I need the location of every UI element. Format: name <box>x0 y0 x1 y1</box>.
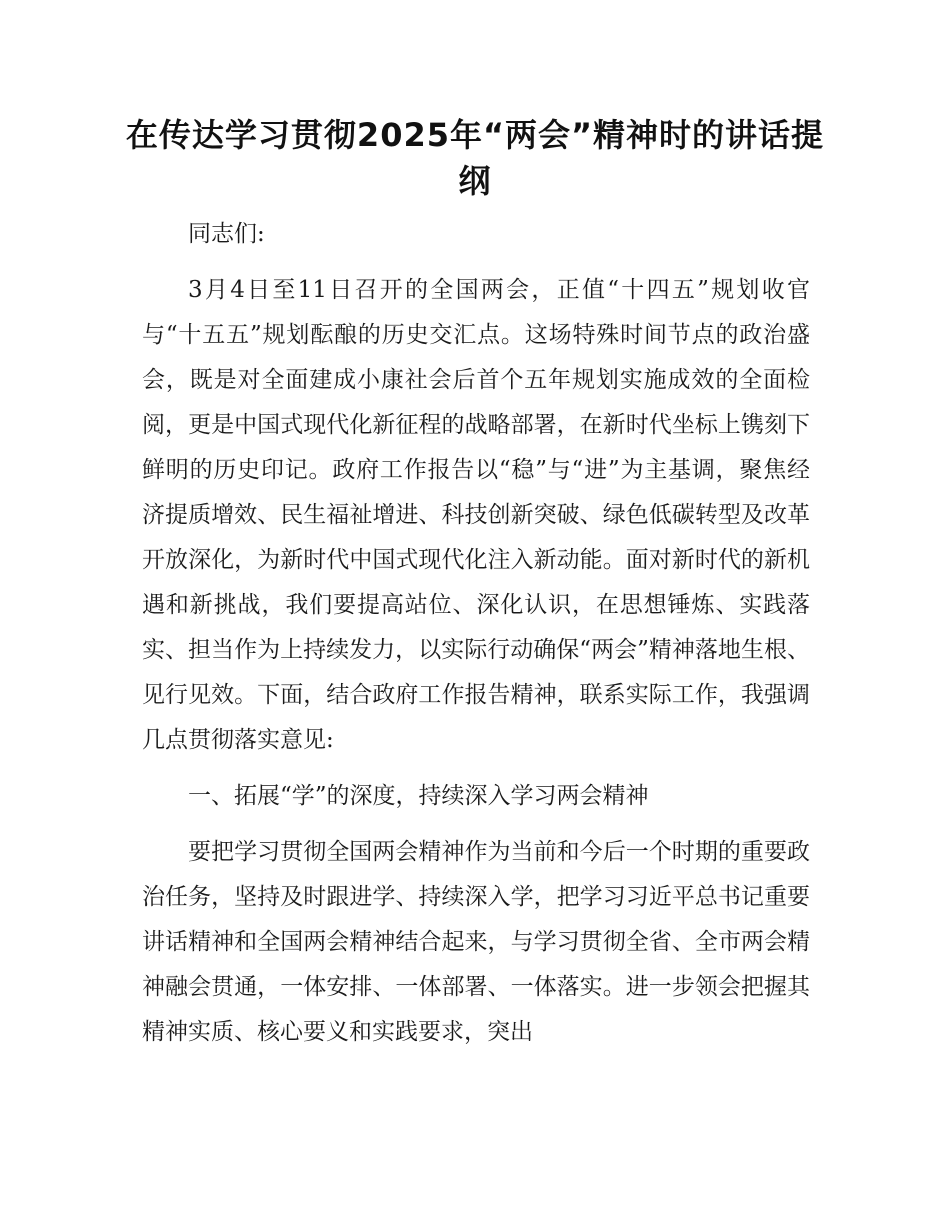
section-heading: 一、拓展“学”的深度，持续深入学习两会精神 <box>188 783 649 809</box>
paragraph-section-one: 要把学习贯彻全国两会精神作为当前和今后一个时期的重要政治任务，坚持及时跟进学、持续深入学，把学习习近平总书记重要讲话精神和全国两会精神结合起来，与学习贯彻全省、全市两会精神融会贯通，一体安排、一体部署、一体落实。进一步领会把握其精神实质、核心要义和实践要求，突出 <box>142 839 810 1045</box>
salutation: 同志们: <box>188 221 265 247</box>
document-body <box>142 212 810 1066</box>
document-title: 在传达学习贯彻2025年“两会”精神时的讲话提纲 <box>125 116 825 200</box>
paragraph-intro: 3月4日至11日召开的全国两会，正值“十四五”规划收官与“十五五”规划酝酿的历史交汇点。这场特殊时间节点的政治盛会，既是对全面建成小康社会后首个五年规划实施成效的全面检阅，更是中国式现代化新征程的战略部署，在新时代坐标上镌刻下鲜明的历史印记。政府工作报告以“稳”与“进”为主基调，聚焦经济提质增效、民生福祉增进、科技创新突破、绿色低碳转型及改革开放深化，为新时代中国式现代化注入新动能。面对新时代的新机遇和新挑战，我们要提高站位、深化认识，在思想锤炼、实践落实、担当作为上持续发力，以实际行动确保“两会”精神落地生根、见行见效。下面，结合政府工作报告精神，联系实际工作，我强调几点贯彻落实意见: <box>142 277 810 753</box>
